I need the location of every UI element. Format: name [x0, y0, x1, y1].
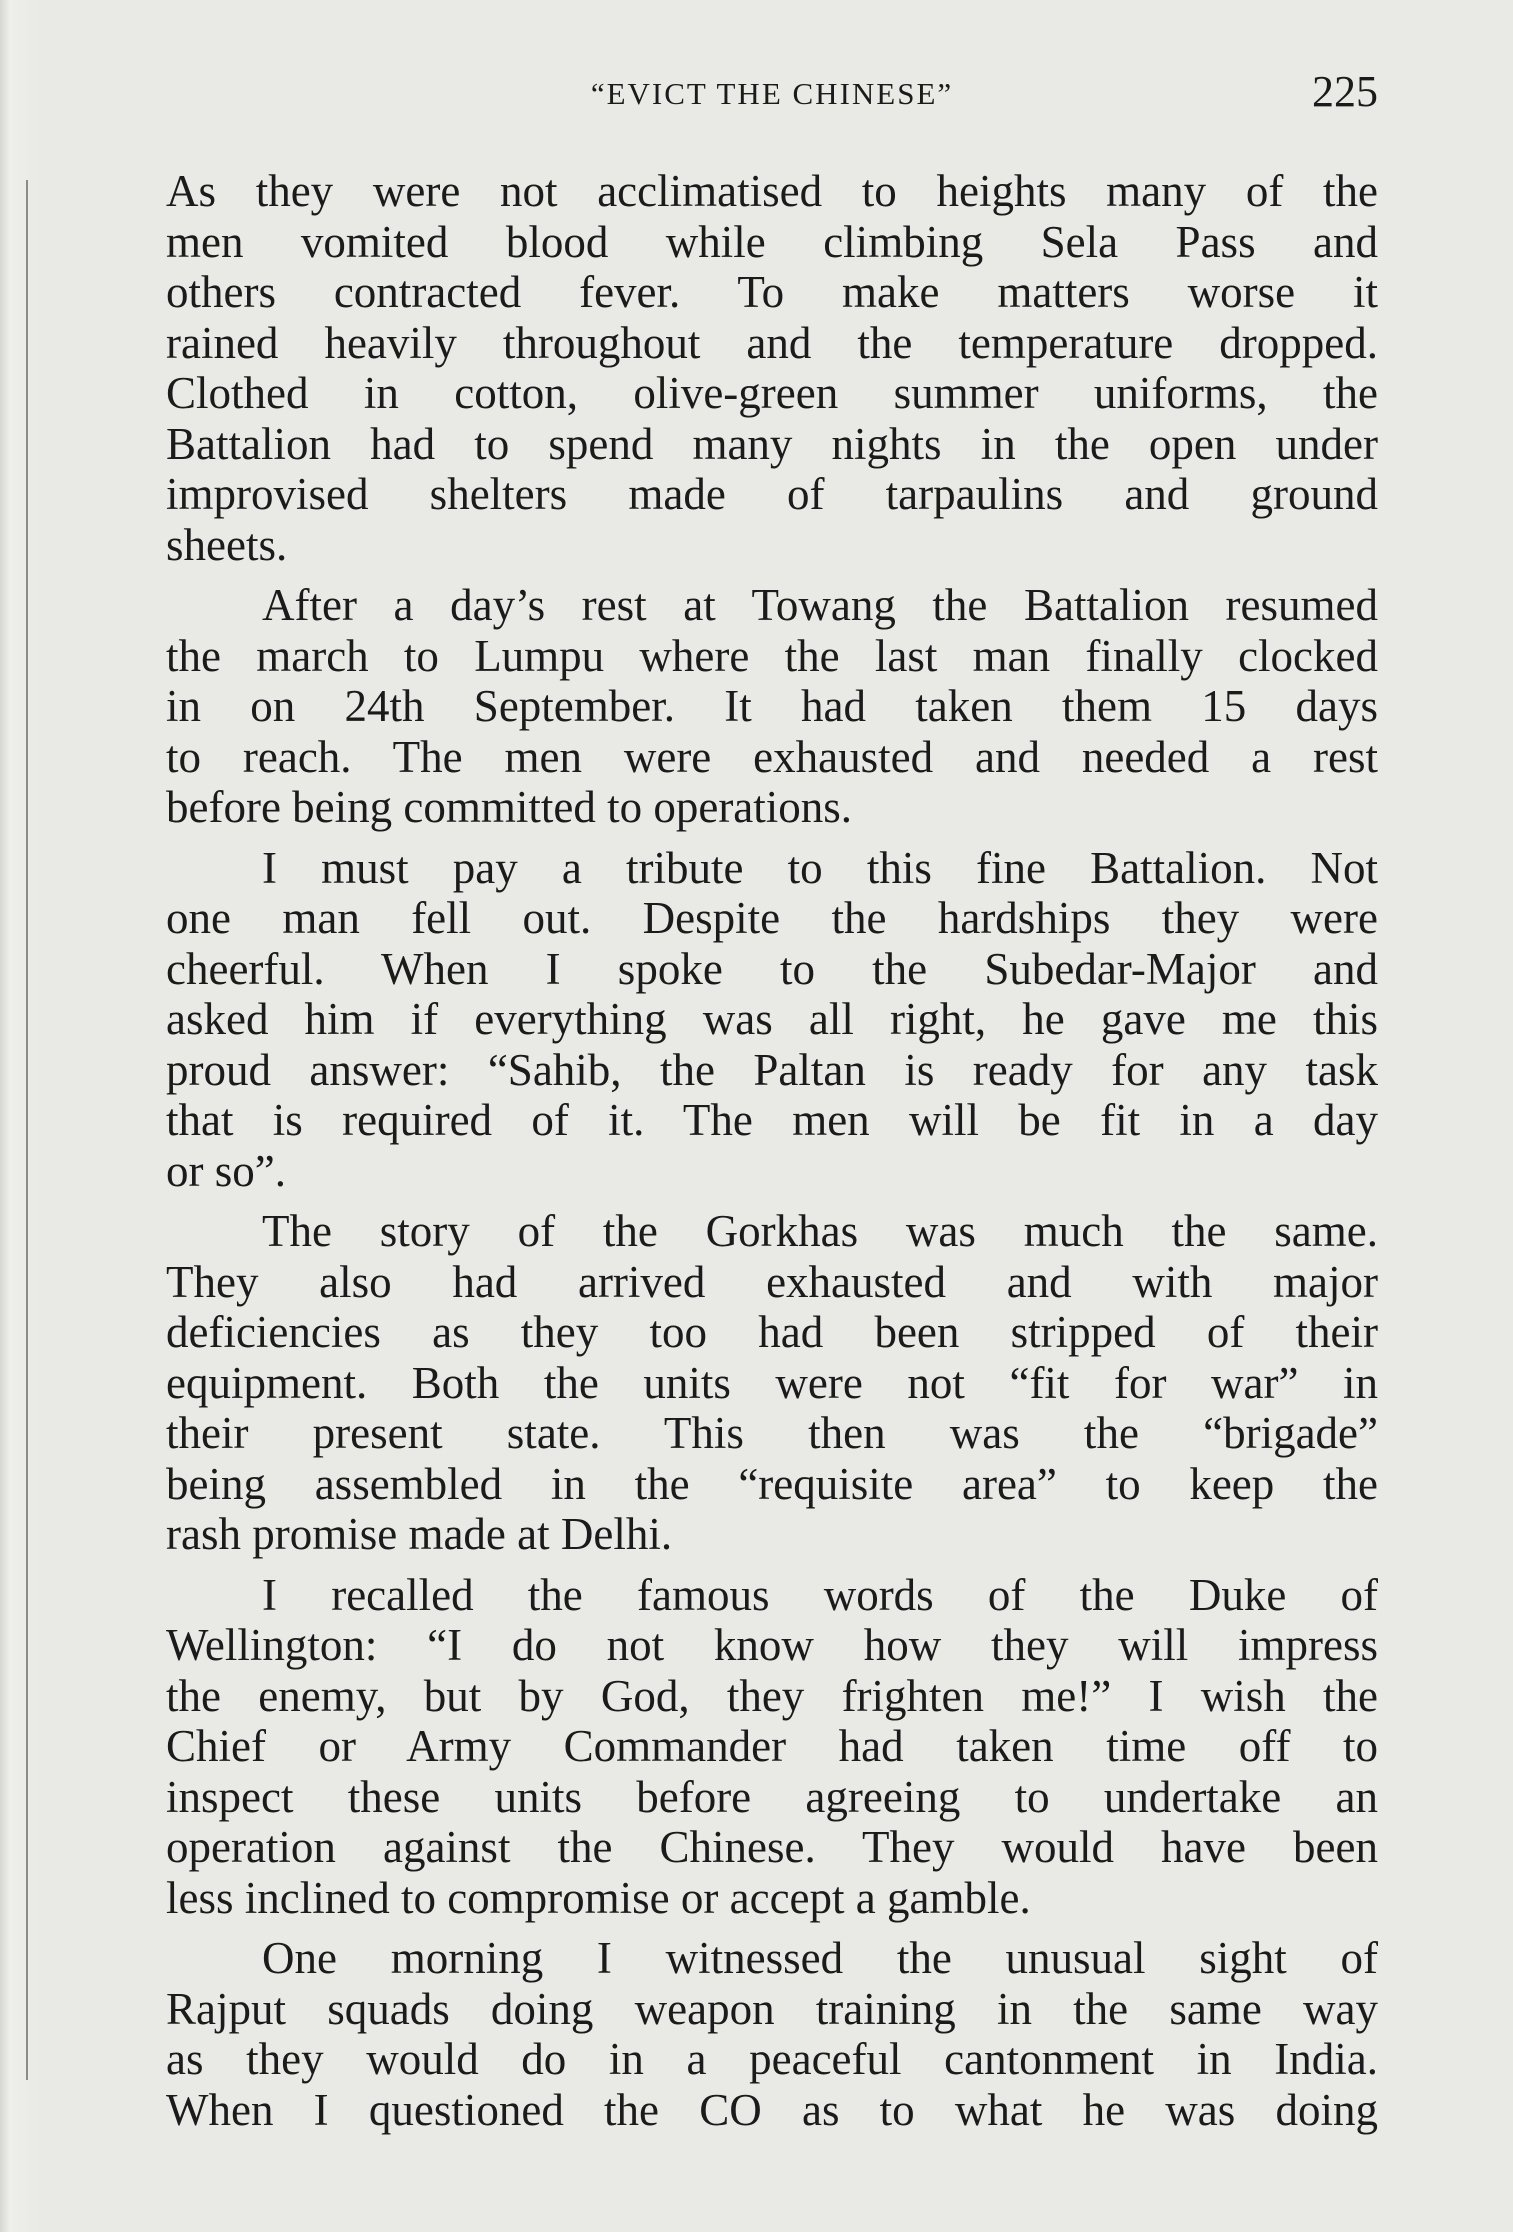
text-line: the march to Lumpu where the last man finally clocked: [166, 630, 1378, 681]
text-line: equipment. Both the units were not “fit for war” in: [166, 1357, 1378, 1408]
text-line: others contracted fever. To make matters worse it: [166, 267, 1378, 317]
text-line: They also had arrived exhausted and with major: [166, 1256, 1378, 1307]
text-line: After a day’s rest at Towang the Battalion resumed: [262, 580, 1378, 630]
text-line: cheerful. When I spoke to the Subedar-Major and: [166, 943, 1378, 994]
text-line: Wellington: “I do not know how they will impress: [166, 1620, 1378, 1670]
paragraph: [166, 843, 1378, 1197]
page-gutter-shadow: [0, 0, 40, 2232]
page-number: 225: [1312, 67, 1378, 116]
text-line: As they were not acclimatised to heights many of the: [166, 166, 1378, 216]
binding-line: [26, 180, 28, 2080]
running-title: “EVICT THE CHINESE”: [590, 76, 954, 111]
paragraph: [166, 1933, 1378, 2135]
text-line: their present state. This then was the “brigade”: [166, 1408, 1378, 1458]
text-line: I must pay a tribute to this fine Battalion. Not: [262, 842, 1378, 893]
text-line: that is required of it. The men will be fit in a day: [166, 1095, 1378, 1145]
paragraph: [166, 580, 1378, 833]
page-header: [166, 66, 1378, 122]
text-line: Chief or Army Commander had taken time off to: [166, 1721, 1378, 1771]
text-line: before being committed to operations.: [166, 782, 853, 832]
text-line: sheets.: [166, 519, 288, 570]
text-line: in on 24th September. It had taken them 15 days: [166, 681, 1378, 731]
text-line: asked him if everything was all right, he gave me this: [166, 994, 1378, 1044]
text-line: or so”.: [166, 1145, 286, 1196]
text-line: less inclined to compromise or accept a gamble.: [166, 1872, 1031, 1923]
text-line: Battalion had to spend many nights in the open under: [166, 418, 1378, 469]
text-line: one man fell out. Despite the hardships they were: [166, 893, 1378, 943]
text-line: men vomited blood while climbing Sela Pass and: [166, 216, 1378, 267]
text-line: I recalled the famous words of the Duke of: [262, 1569, 1378, 1620]
text-line: inspect these units before agreeing to undertake an: [166, 1771, 1378, 1822]
body-text: [166, 166, 1378, 2145]
text-line: rash promise made at Delhi.: [166, 1509, 673, 1559]
text-line: The story of the Gorkhas was much the same.: [262, 1206, 1378, 1256]
text-line: improvised shelters made of tarpaulins and ground: [166, 469, 1378, 519]
text-line: rained heavily throughout and the temperature dropped.: [166, 317, 1378, 368]
text-line: proud answer: “Sahib, the Paltan is ready for any task: [166, 1044, 1378, 1095]
text-line: being assembled in the “requisite area” to keep the: [166, 1458, 1378, 1509]
text-line: One morning I witnessed the unusual sight of: [262, 1933, 1378, 1983]
text-line: Clothed in cotton, olive-green summer uniforms, the: [166, 368, 1378, 418]
text-line: as they would do in a peaceful cantonment in India.: [166, 2034, 1378, 2084]
text-line: operation against the Chinese. They would have been: [166, 1822, 1378, 1872]
paragraph: [166, 1206, 1378, 1560]
text-line: deficiencies as they too had been stripped of their: [166, 1307, 1378, 1357]
text-line: Rajput squads doing weapon training in the same way: [166, 1983, 1378, 2034]
paragraph: [166, 166, 1378, 570]
paragraph: [166, 1570, 1378, 1924]
text-line: When I questioned the CO as to what he was doing: [166, 2084, 1378, 2135]
text-line: the enemy, but by God, they frighten me!” I wish the: [166, 1670, 1378, 1721]
text-line: to reach. The men were exhausted and needed a rest: [166, 731, 1378, 782]
